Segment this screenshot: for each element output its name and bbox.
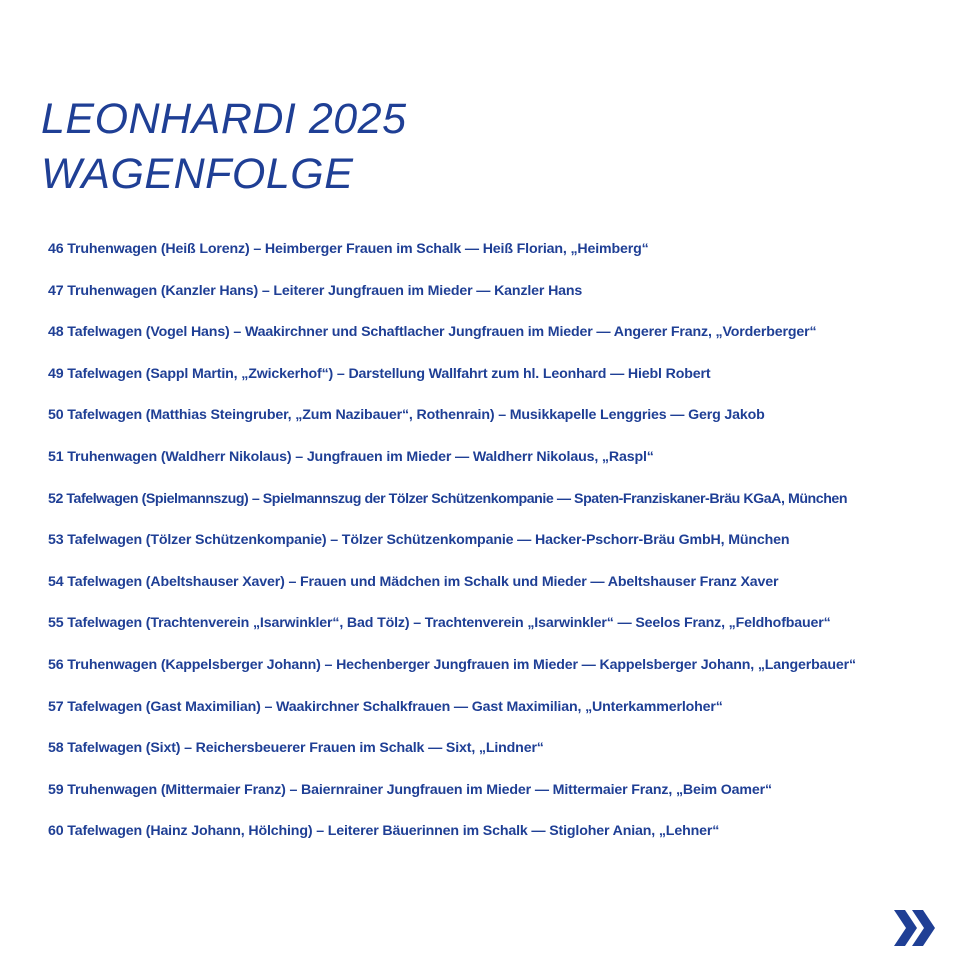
list-item: 53 Tafelwagen (Tölzer Schützenkompanie) – Tölzer Schützenkompanie — Hacker-Pschorr-Bräu GmbH, München <box>48 532 790 549</box>
list-item: 48 Tafelwagen (Vogel Hans) – Waakirchner und Schaftlacher Jungfrauen im Mieder — Angerer Franz, „Vorderberger“ <box>48 324 817 341</box>
list-item: 58 Tafelwagen (Sixt) – Reichersbeuerer Frauen im Schalk — Sixt, „Lindner“ <box>48 740 544 757</box>
list-item: 57 Tafelwagen (Gast Maximilian) – Waakirchner Schalkfrauen — Gast Maximilian, „Unterkammerloher“ <box>48 698 723 715</box>
list-item: 52 Tafelwagen (Spielmannszug) – Spielmannszug der Tölzer Schützenkompanie — Spaten-Franziskaner-Bräu KGaA, München <box>48 490 848 507</box>
double-chevron-right-icon[interactable] <box>892 908 938 948</box>
list-item: 46 Truhenwagen (Heiß Lorenz) – Heimberger Frauen im Schalk — Heiß Florian, „Heimberg“ <box>48 241 649 257</box>
title-line-subtitle: WAGENFOLGE <box>41 150 354 198</box>
list-item: 55 Tafelwagen (Trachtenverein „Isarwinkler“, Bad Tölz) – Trachtenverein „Isarwinkler“ — Seelos Franz, „Feldhofbauer“ <box>48 615 831 632</box>
list-item: 54 Tafelwagen (Abeltshauser Xaver) – Frauen und Mädchen im Schalk und Mieder — Abeltshauser Franz Xaver <box>48 573 779 590</box>
list-item: 47 Truhenwagen (Kanzler Hans) – Leiterer Jungfrauen im Mieder — Kanzler Hans <box>48 282 583 299</box>
list-item: 60 Tafelwagen (Hainz Johann, Hölching) – Leiterer Bäuerinnen im Schalk — Stigloher Anian, „Lehner“ <box>48 823 720 840</box>
page-title <box>41 92 407 202</box>
list-item: 49 Tafelwagen (Sappl Martin, „Zwickerhof“) – Darstellung Wallfahrt zum hl. Leonhard — Hiebl Robert <box>48 365 711 382</box>
list-item: 51 Truhenwagen (Waldherr Nikolaus) – Jungfrauen im Mieder — Waldherr Nikolaus, „Raspl“ <box>48 448 654 465</box>
title-line-event: LEONHARDI 2025 <box>41 95 407 143</box>
wagon-list <box>48 238 973 862</box>
list-item: 56 Truhenwagen (Kappelsberger Johann) – Hechenberger Jungfrauen im Mieder — Kappelsberger Johann, „Langerbauer“ <box>48 656 856 673</box>
list-item: 59 Truhenwagen (Mittermaier Franz) – Baiernrainer Jungfrauen im Mieder — Mittermaier Franz, „Beim Oamer“ <box>48 781 772 798</box>
list-item: 50 Tafelwagen (Matthias Steingruber, „Zum Nazibauer“, Rothenrain) – Musikkapelle Lenggries — Gerg Jakob <box>48 407 765 424</box>
